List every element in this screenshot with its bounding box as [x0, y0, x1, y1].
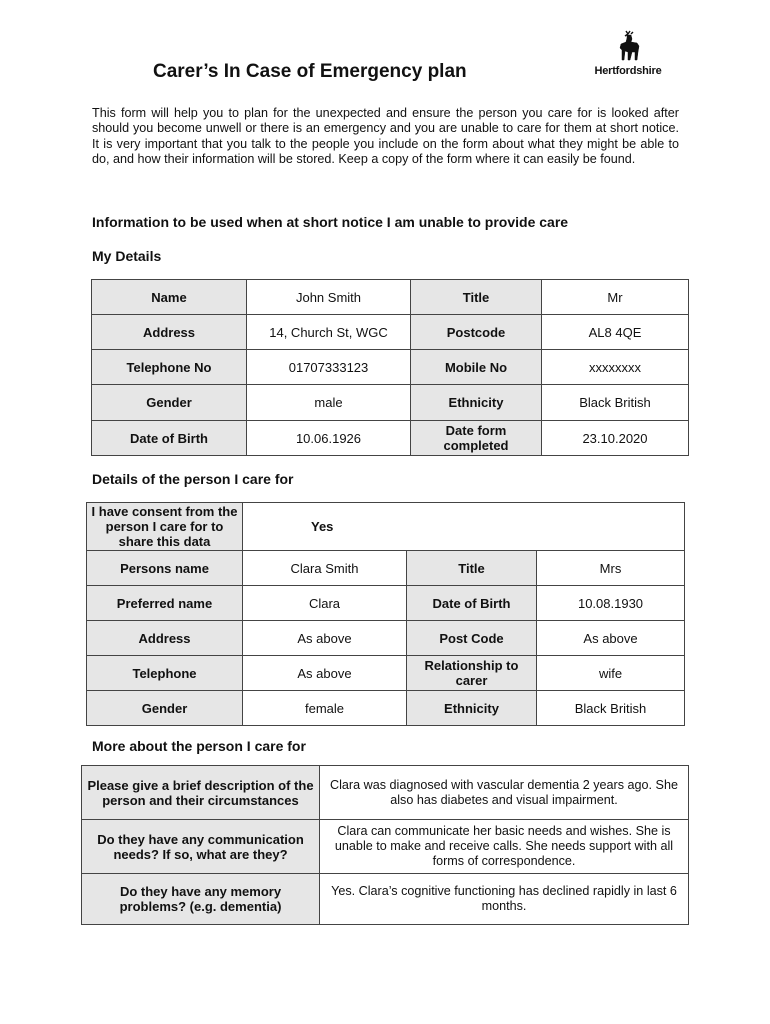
field-value[interactable]: wife: [537, 656, 685, 691]
field-label: Mobile No: [411, 350, 542, 385]
field-label: Date of Birth: [407, 586, 537, 621]
field-label: Name: [92, 280, 247, 315]
field-label: Relationship to carer: [407, 656, 537, 691]
table-row: [87, 621, 685, 656]
table-row: [82, 820, 689, 874]
field-label: Address: [92, 315, 247, 350]
field-label: Address: [87, 621, 243, 656]
question-label: Do they have any memory problems? (e.g. dementia): [82, 874, 320, 925]
consent-value[interactable]: Yes: [243, 503, 685, 551]
field-label: Ethnicity: [411, 385, 542, 421]
table-row: [87, 656, 685, 691]
field-value[interactable]: 10.08.1930: [537, 586, 685, 621]
field-label: Telephone No: [92, 350, 247, 385]
my-details-heading: My Details: [92, 248, 162, 264]
answer-value[interactable]: Yes. Clara’s cognitive functioning has declined rapidly in last 6 months.: [320, 874, 689, 925]
field-value[interactable]: Clara: [243, 586, 407, 621]
field-label: Title: [411, 280, 542, 315]
field-value[interactable]: As above: [243, 656, 407, 691]
question-label: Do they have any communication needs? If so, what are they?: [82, 820, 320, 874]
field-value[interactable]: Mr: [542, 280, 689, 315]
table-row: [92, 315, 689, 350]
page-title: Carer’s In Case of Emergency plan: [153, 61, 467, 82]
more-about-table: [81, 765, 689, 925]
field-value[interactable]: male: [247, 385, 411, 421]
section-heading: Information to be used when at short notice I am unable to provide care: [92, 214, 569, 230]
stag-icon: [611, 30, 645, 64]
cared-person-table: [86, 502, 685, 726]
my-details-table: [91, 279, 689, 456]
answer-value[interactable]: Clara can communicate her basic needs and wishes. She is unable to make and receive calls. She needs support with all forms of correspondence.: [320, 820, 689, 874]
field-label: Preferred name: [87, 586, 243, 621]
table-row: [87, 586, 685, 621]
more-about-heading: More about the person I care for: [92, 738, 306, 754]
logo-text: Hertfordshire: [594, 65, 662, 77]
field-value[interactable]: Clara Smith: [243, 551, 407, 586]
field-label: Date form completed: [411, 421, 542, 456]
field-label: Persons name: [87, 551, 243, 586]
table-row: [87, 551, 685, 586]
field-value[interactable]: 01707333123: [247, 350, 411, 385]
table-row: [82, 874, 689, 925]
field-value[interactable]: female: [243, 691, 407, 726]
field-label: Gender: [87, 691, 243, 726]
table-row: [92, 385, 689, 421]
field-value[interactable]: As above: [243, 621, 407, 656]
field-label: Gender: [92, 385, 247, 421]
field-value[interactable]: AL8 4QE: [542, 315, 689, 350]
table-row: [92, 350, 689, 385]
field-value[interactable]: 14, Church St, WGC: [247, 315, 411, 350]
field-value[interactable]: Mrs: [537, 551, 685, 586]
table-row: [87, 691, 685, 726]
answer-value[interactable]: Clara was diagnosed with vascular dementia 2 years ago. She also has diabetes and visual impairment.: [320, 766, 689, 820]
field-value[interactable]: 10.06.1926: [247, 421, 411, 456]
field-label: Ethnicity: [407, 691, 537, 726]
field-value[interactable]: Black British: [537, 691, 685, 726]
consent-label: I have consent from the person I care for to share this data: [87, 503, 243, 551]
field-label: Telephone: [87, 656, 243, 691]
field-value[interactable]: Black British: [542, 385, 689, 421]
table-row: [92, 280, 689, 315]
intro-paragraph: This form will help you to plan for the unexpected and ensure the person you care for is looked after should you become unwell or there is an emergency and you are unable to care for them at short notice. It is very important that you talk to the people you include on the form about what they might be able to do, and how their information will be stored. Keep a copy of the form where it can easily be found.: [92, 106, 679, 166]
table-row: [87, 503, 685, 551]
field-label: Title: [407, 551, 537, 586]
question-label: Please give a brief description of the person and their circumstances: [82, 766, 320, 820]
hertfordshire-logo: [585, 30, 671, 80]
field-value[interactable]: 23.10.2020: [542, 421, 689, 456]
table-row: [82, 766, 689, 820]
field-value[interactable]: xxxxxxxx: [542, 350, 689, 385]
field-label: Postcode: [411, 315, 542, 350]
field-value[interactable]: John Smith: [247, 280, 411, 315]
table-row: [92, 421, 689, 456]
field-value[interactable]: As above: [537, 621, 685, 656]
cared-person-heading: Details of the person I care for: [92, 471, 294, 487]
field-label: Date of Birth: [92, 421, 247, 456]
field-label: Post Code: [407, 621, 537, 656]
